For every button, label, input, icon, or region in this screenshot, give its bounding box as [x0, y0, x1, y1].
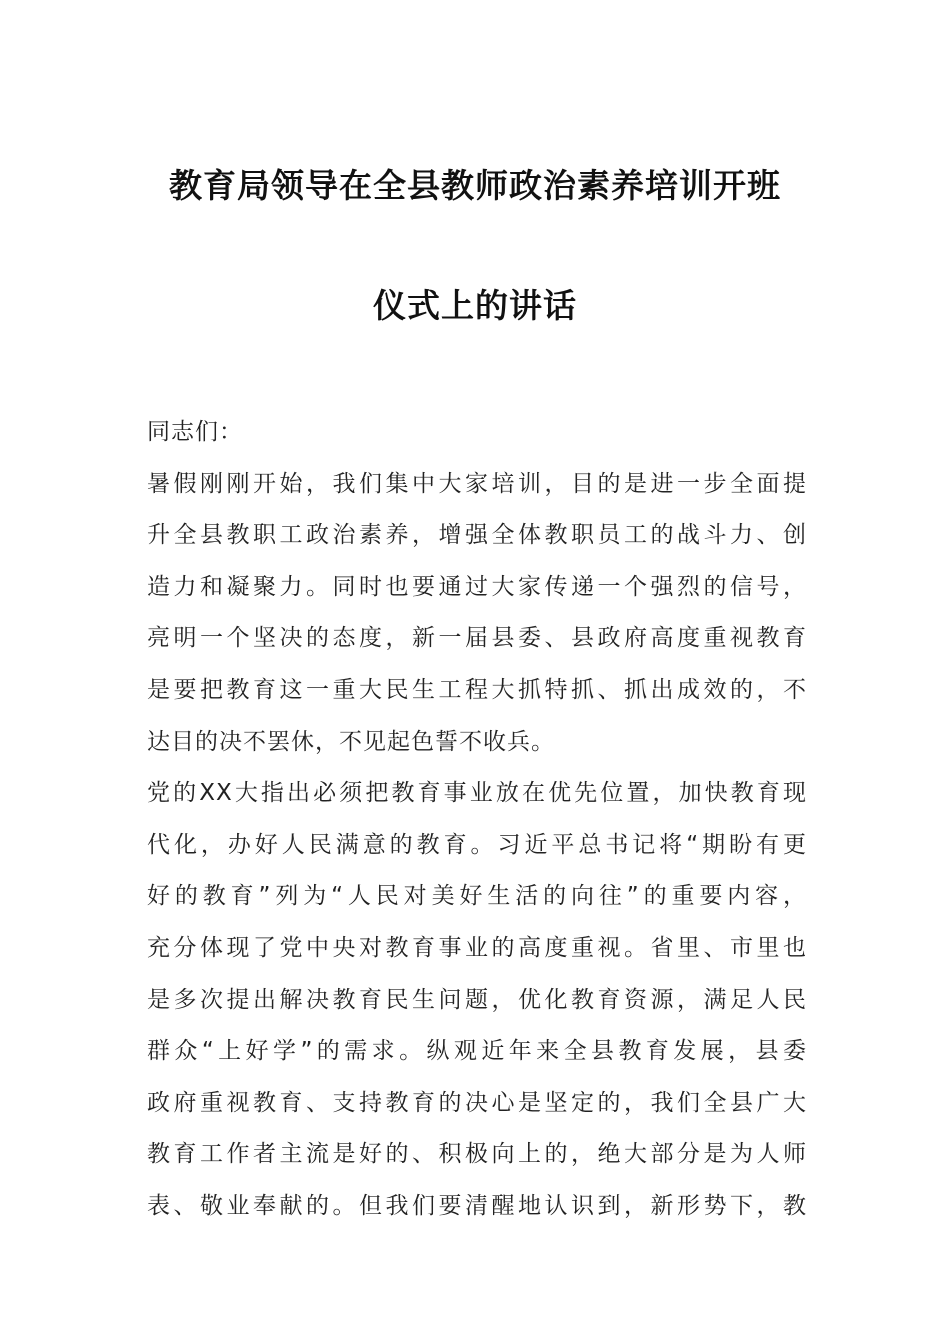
paragraph-line: 政府重视教育、支持教育的决心是坚定的，我们全县广大 — [147, 1089, 807, 1116]
document-title-line-2: 仪式上的讲话 — [373, 286, 577, 325]
paragraph-line: 造力和凝聚力。同时也要通过大家传递一个强烈的信号， — [147, 573, 807, 600]
paragraph-line: 达目的决不罢休，不见起色誓不收兵。 — [147, 728, 555, 755]
paragraph-2 — [147, 768, 807, 1232]
paragraph-line: 教育工作者主流是好的、积极向上的，绝大部分是为人师 — [147, 1141, 807, 1168]
paragraph-line: 是多次提出解决教育民生问题，优化教育资源，满足人民 — [147, 986, 807, 1013]
paragraph-line: 暑假刚刚开始，我们集中大家培训，目的是进一步全面提 — [147, 470, 807, 497]
paragraph-line: 群众“上好学”的需求。纵观近年来全县教育发展，县委 — [147, 1038, 807, 1065]
document-title-line-1: 教育局领导在全县教师政治素养培训开班 — [169, 166, 781, 205]
paragraph-line: 是要把教育这一重大民生工程大抓特抓、抓出成效的，不 — [147, 676, 807, 703]
paragraph-line: 表、敬业奉献的。但我们要清醒地认识到，新形势下，教 — [147, 1192, 807, 1219]
paragraph-line: 好的教育”列为“人民对美好生活的向往”的重要内容， — [147, 883, 807, 910]
paragraph-1 — [147, 459, 807, 769]
paragraph-line: 代化，办好人民满意的教育。习近平总书记将“期盼有更 — [147, 831, 807, 858]
paragraph-line: 升全县教职工政治素养，增强全体教职员工的战斗力、创 — [147, 522, 807, 549]
document-body — [147, 407, 807, 1233]
salutation: 同志们： — [147, 419, 243, 445]
paragraph-line: 亮明一个坚决的态度，新一届县委、县政府高度重视教育 — [147, 625, 807, 652]
paragraph-line: 党的XX大指出必须把教育事业放在优先位置，加快教育现 — [147, 780, 807, 807]
paragraph-line: 充分体现了党中央对教育事业的高度重视。省里、市里也 — [147, 934, 807, 961]
